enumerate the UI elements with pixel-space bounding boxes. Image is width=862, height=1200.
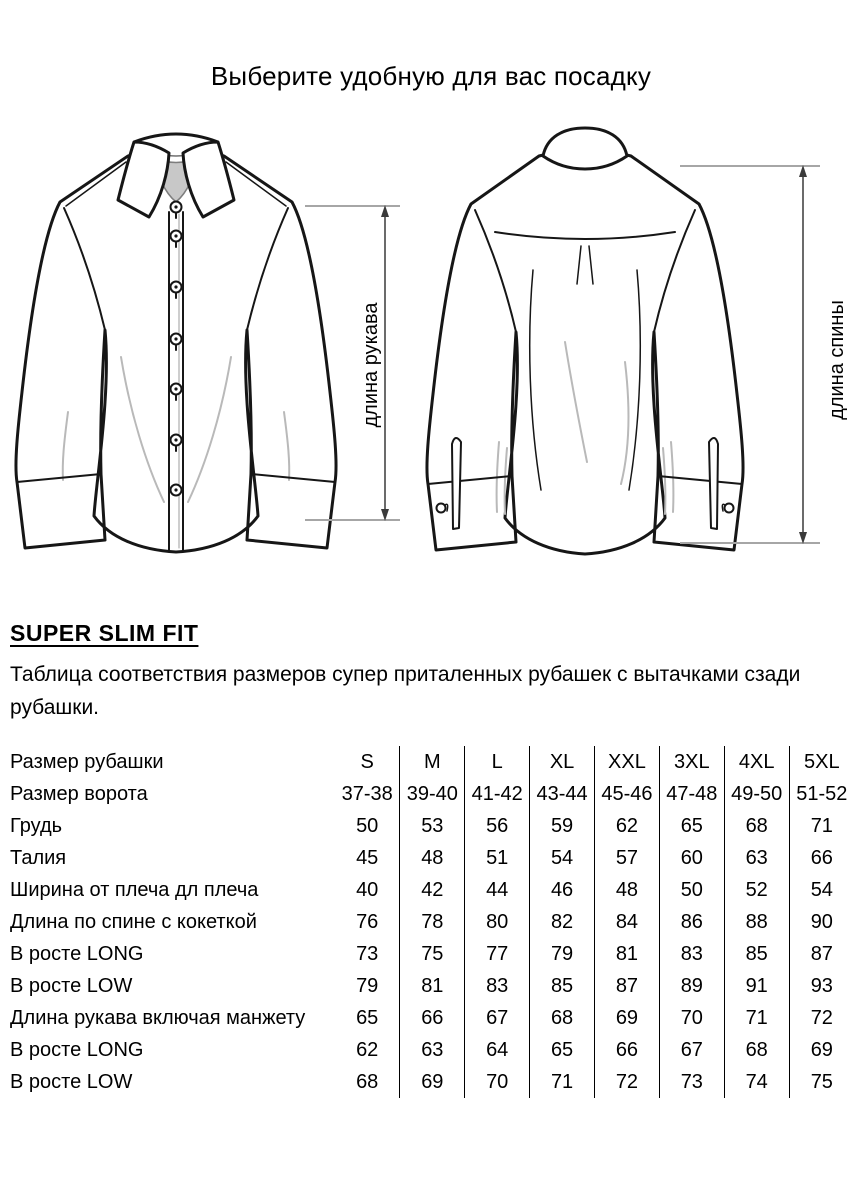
table-row (10, 1066, 854, 1098)
size-value: 68 (356, 1070, 379, 1093)
back-length-label: длина спины (826, 300, 848, 420)
table-row (10, 746, 854, 778)
size-value: 71 (789, 810, 854, 842)
size-value: 68 (530, 1002, 595, 1034)
size-value: 37-38 (341, 782, 393, 805)
size-value: 66 (400, 1002, 465, 1034)
size-value: 71 (724, 1002, 789, 1034)
size-value: 63 (724, 842, 789, 874)
size-value: 90 (789, 906, 854, 938)
size-value: 74 (724, 1066, 789, 1098)
size-value: 5XL (789, 746, 854, 778)
size-value: 81 (595, 938, 660, 970)
size-value: 48 (400, 842, 465, 874)
fit-description: Таблица соответствия размеров супер приталенных рубашек с вытачками сзади рубашки. (10, 663, 801, 719)
table-row (10, 842, 854, 874)
size-value: 65 (356, 1006, 379, 1029)
size-value: 81 (400, 970, 465, 1002)
table-row (10, 874, 854, 906)
size-value: 51 (465, 842, 530, 874)
row-label: Длина по спине с кокеткой (10, 910, 257, 933)
table-row (10, 938, 854, 970)
size-value: 45 (356, 846, 379, 869)
size-value: 85 (724, 938, 789, 970)
size-value: 69 (789, 1034, 854, 1066)
size-value: 71 (530, 1066, 595, 1098)
row-label: В росте LOW (10, 974, 133, 997)
size-value: 75 (789, 1066, 854, 1098)
size-value: 93 (789, 970, 854, 1002)
size-value: 85 (530, 970, 595, 1002)
size-value: 53 (400, 810, 465, 842)
size-table (10, 746, 854, 1098)
size-value: 82 (530, 906, 595, 938)
size-value: 79 (356, 974, 379, 997)
size-value: XXL (595, 746, 660, 778)
size-value: 64 (465, 1034, 530, 1066)
size-value: 68 (724, 810, 789, 842)
size-value: 70 (465, 1066, 530, 1098)
size-value: 54 (789, 874, 854, 906)
row-label: Размер рубашки (10, 750, 164, 773)
size-value: 4XL (724, 746, 789, 778)
size-value: 66 (595, 1034, 660, 1066)
fit-heading: SUPER SLIM FIT (10, 620, 199, 646)
size-value: 42 (400, 874, 465, 906)
size-value: 60 (659, 842, 724, 874)
row-label: В росте LONG (10, 1038, 144, 1061)
size-value: 86 (659, 906, 724, 938)
size-value: S (360, 750, 374, 773)
size-value: 48 (595, 874, 660, 906)
table-row (10, 970, 854, 1002)
size-value: XL (530, 746, 595, 778)
size-value: 3XL (659, 746, 724, 778)
size-value: 40 (356, 878, 379, 901)
size-value: 83 (659, 938, 724, 970)
sleeve-length-label: длина рукава (360, 302, 382, 428)
size-value: 44 (465, 874, 530, 906)
size-value: M (400, 746, 465, 778)
size-value: 47-48 (659, 778, 724, 810)
row-label: Талия (10, 846, 67, 869)
row-label: Ширина от плеча дл плеча (10, 878, 259, 901)
size-value: 65 (659, 810, 724, 842)
size-value: 69 (400, 1066, 465, 1098)
page-title: Выберите удобную для вас посадку (210, 61, 652, 92)
size-value: 72 (595, 1066, 660, 1098)
size-value: 46 (530, 874, 595, 906)
size-value: 50 (659, 874, 724, 906)
table-row (10, 810, 854, 842)
size-value: 62 (356, 1038, 379, 1061)
sleeve-length-measure-arrow (300, 198, 410, 528)
size-value: 68 (724, 1034, 789, 1066)
row-label: В росте LOW (10, 1070, 133, 1093)
size-value: 66 (789, 842, 854, 874)
size-value: 83 (465, 970, 530, 1002)
row-label: В росте LONG (10, 942, 144, 965)
size-value: 43-44 (530, 778, 595, 810)
table-row (10, 1034, 854, 1066)
size-value: 78 (400, 906, 465, 938)
size-value: 69 (595, 1002, 660, 1034)
size-value: 51-52 (789, 778, 854, 810)
row-label: Грудь (10, 814, 63, 837)
size-value: 77 (465, 938, 530, 970)
size-value: 87 (595, 970, 660, 1002)
size-value: L (465, 746, 530, 778)
size-value: 39-40 (400, 778, 465, 810)
size-value: 67 (465, 1002, 530, 1034)
size-value: 57 (595, 842, 660, 874)
row-label: Размер ворота (10, 782, 148, 805)
size-value: 84 (595, 906, 660, 938)
table-row (10, 778, 854, 810)
size-value: 87 (789, 938, 854, 970)
shirt-front-drawing (8, 112, 338, 562)
size-value: 45-46 (595, 778, 660, 810)
size-value: 73 (356, 942, 379, 965)
size-value: 79 (530, 938, 595, 970)
size-value: 73 (659, 1066, 724, 1098)
size-value: 54 (530, 842, 595, 874)
row-label: Длина рукава включая манжету (10, 1006, 306, 1029)
size-value: 89 (659, 970, 724, 1002)
size-value: 50 (356, 814, 379, 837)
size-table-body (10, 746, 854, 1098)
size-value: 56 (465, 810, 530, 842)
size-value: 72 (789, 1002, 854, 1034)
table-row (10, 1002, 854, 1034)
size-value: 49-50 (724, 778, 789, 810)
size-value: 67 (659, 1034, 724, 1066)
size-value: 65 (530, 1034, 595, 1066)
size-value: 76 (356, 910, 379, 933)
table-row (10, 906, 854, 938)
size-value: 75 (400, 938, 465, 970)
size-value: 88 (724, 906, 789, 938)
size-value: 52 (724, 874, 789, 906)
size-value: 63 (400, 1034, 465, 1066)
size-value: 80 (465, 906, 530, 938)
size-value: 70 (659, 1002, 724, 1034)
size-value: 59 (530, 810, 595, 842)
size-value: 41-42 (465, 778, 530, 810)
size-value: 91 (724, 970, 789, 1002)
size-value: 62 (595, 810, 660, 842)
